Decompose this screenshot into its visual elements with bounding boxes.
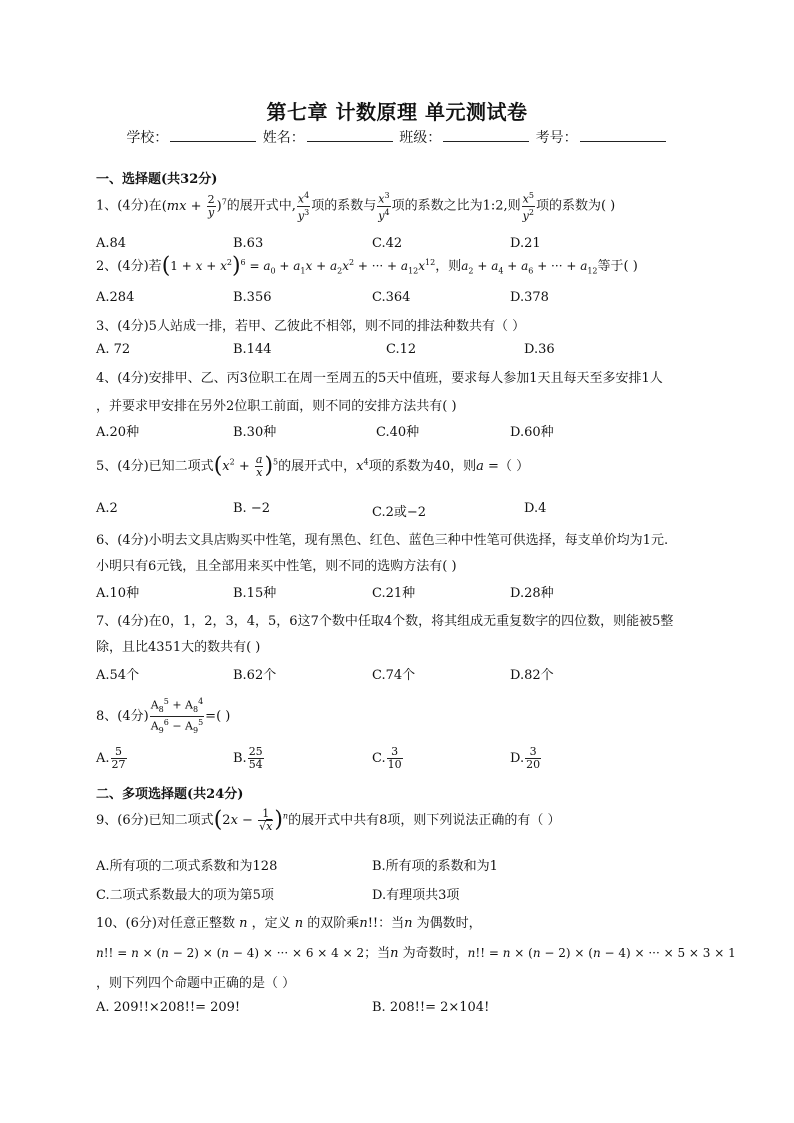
school-label: 学校： [126,130,169,146]
q6-option-a[interactable]: A.10种 [96,586,140,601]
q10-odd-formula: n!! = n × (n − 2) × (n − 4) × ··· × 5 × 3 × 1 [467,946,736,960]
q1-option-c[interactable]: C.42 [372,236,403,251]
q9-option-b[interactable]: B.所有项的系数和为1 [372,859,498,874]
question-10-line-3: ，则下列四个命题中正确的是（ ） [96,976,296,991]
q8-option-a[interactable]: A. $\frac{5}{27}$ [96,745,126,771]
q7-option-d[interactable]: D.82个 [510,668,554,683]
q1-option-a[interactable]: A.84 [96,236,127,251]
q8-option-d[interactable]: D. $\frac{3}{20}$ [510,745,541,771]
q1-term-c: $\frac{x^5}{y^2}$ [522,191,534,223]
exam-no-blank[interactable] [580,129,666,142]
q5-option-b[interactable]: B. −2 [233,501,270,516]
question-8: 8、(4分) $\frac{A_8^5 + A_8^4}{A_9^6 - A_9^5}$ =( ) [96,697,231,735]
q2-sum-expression: $a_2 + a_4 + a_6$ + ··· + $a_{12}$ [461,259,598,276]
q10-option-b[interactable]: B. 208!!= 2×104! [372,1000,490,1015]
q5-option-c[interactable]: C.2或−2 [372,505,427,520]
q8-permutation-fraction: $\frac{A_8^5 + A_8^4}{A_9^6 - A_9^5}$ [150,697,204,735]
q3-option-c[interactable]: C.12 [386,342,417,357]
q2-option-d[interactable]: D.378 [510,290,549,305]
q7-option-a[interactable]: A.54个 [96,668,140,683]
q1-term-a: $\frac{x^4}{y^3}$ [297,191,310,223]
q10-even-formula: n!! = n × (n − 2) × (n − 4) × ··· × 6 × 4 × 2 [96,946,365,960]
q3-option-b[interactable]: B.144 [233,342,272,357]
q6-option-c[interactable]: C.21种 [372,586,416,601]
q7-option-b[interactable]: B.62个 [233,668,277,683]
q5-option-d[interactable]: D.4 [524,501,547,516]
q2-option-a[interactable]: A.284 [96,290,135,305]
q4-option-b[interactable]: B.30种 [233,425,277,440]
question-10-line-1: 10、(6分)对任意正整数 n ，定义 n 的双阶乘n!!：当n 为偶数时， [96,916,482,931]
q1-binomial-expression: (mx + $\frac{2}{y}$ )$^7$ [161,192,227,219]
q4-option-d[interactable]: D.60种 [510,425,554,440]
q2-option-c[interactable]: C.364 [372,290,411,305]
q5-option-a[interactable]: A.2 [96,501,118,516]
q1-option-b[interactable]: B.63 [233,236,264,251]
q1-term-b: $\frac{x^3}{y^4}$ [378,191,390,223]
question-7-line-1: 7、(4分)在0，1，2，3，4，5，6这7个数中任取4个数，将其组成无重复数字的四位数，则能被5整 [96,614,674,629]
question-3: 3、(4分)5人站成一排，若甲、乙彼此不相邻，则不同的排法种数共有（ ） [96,319,526,334]
class-blank[interactable] [443,129,529,142]
q1-option-d[interactable]: D.21 [510,236,541,251]
q9-option-d[interactable]: D.有理项共3项 [372,888,460,903]
school-blank[interactable] [170,129,256,142]
question-2: 2、(4分)若$(1 + x + x^2)^6 = a_0 + a_1x + a_2x^2$ + ··· + $a_{12}x^{12}$，则$a_2 + a_4 + a_6$ + ··· + $a_{12}$等于( ) [96,253,638,279]
q5-binomial-expression: ($x^2$ + $\frac{a}{x}$ )$^5$ [213,453,279,479]
q3-option-a[interactable]: A. 72 [96,342,131,357]
question-5: 5、(4分)已知二项式($x^2$ + $\frac{a}{x}$ )$^5$的展开式中，$x^4$项的系数为40，则a =（ ） [96,453,530,479]
name-blank[interactable] [307,129,393,142]
question-9: 9、(6分)已知二项式(2x − $\frac{1}{√x}$ )$^n$的展开式中共有8项，则下列说法正确的有（ ） [96,807,561,833]
q9-option-a[interactable]: A.所有项的二项式系数和为128 [96,859,278,874]
q9-option-c[interactable]: C.二项式系数最大的项为第5项 [96,888,274,903]
q9-binomial-expression: (2x − $\frac{1}{√x}$ )$^n$ [213,807,289,833]
section-heading-single-choice: 一、选择题(共32分) [96,172,218,187]
question-7-line-2: 除，且比4351大的数共有( ) [96,640,261,655]
question-4-line-2: ，并要求甲安排在另外2位职工前面，则不同的安排方法共有( ) [96,399,457,414]
exam-no-label: 考号： [535,130,578,146]
q2-polynomial-expression: $(1 + x + x^2)^6 = a_0 + a_1x + a_2x^2$ + ··· + $a_{12}x^{12}$ [161,253,436,279]
section-heading-multiple-choice: 二、多项选择题(共24分) [96,787,244,802]
question-10-line-2: n!! = n × (n − 2) × (n − 4) × ··· × 6 × 4 × 2；当n 为奇数时，n!! = n × (n − 2) × (n − 4) × ··· × 5 × 3 × 1 [96,946,736,961]
question-4-line-1: 4、(4分)安排甲、乙、丙3位职工在周一至周五的5天中值班，要求每人参加1天且每天至多安排1人 [96,371,663,386]
question-6-line-1: 6、(4分)小明去文具店购买中性笔，现有黑色、红色、蓝色三种中性笔可供选择，每支单价均为1元. [96,533,669,548]
q6-option-b[interactable]: B.15种 [233,586,277,601]
q4-option-c[interactable]: C.40种 [376,425,420,440]
page-title: 第七章 计数原理 单元测试卷 [266,100,528,124]
question-6-line-2: 小明只有6元钱，且全部用来买中性笔，则不同的选购方法有( ) [96,559,457,574]
q4-option-a[interactable]: A.20种 [96,425,140,440]
q3-option-d[interactable]: D.36 [524,342,555,357]
name-label: 姓名： [262,130,305,146]
student-info-line [0,127,794,147]
q6-option-d[interactable]: D.28种 [510,586,554,601]
q10-option-a[interactable]: A. 209!!×208!!= 209! [96,1000,241,1015]
question-1: 1、(4分)在(mx + $\frac{2}{y}$ )$^7$的展开式中, $\frac{x^4}{y^3}$ 项的系数与 $\frac{x^3}{y^4}$ 项的系数之比为1:2,则 $\frac{x^5}{y^2}$ 项的系数为( ) [96,191,616,223]
q8-option-c[interactable]: C. $\frac{3}{10}$ [372,745,402,771]
q8-option-b[interactable]: B. $\frac{25}{54}$ [233,745,263,771]
q2-option-b[interactable]: B.356 [233,290,272,305]
q7-option-c[interactable]: C.74个 [372,668,416,683]
class-label: 班级： [399,130,442,146]
